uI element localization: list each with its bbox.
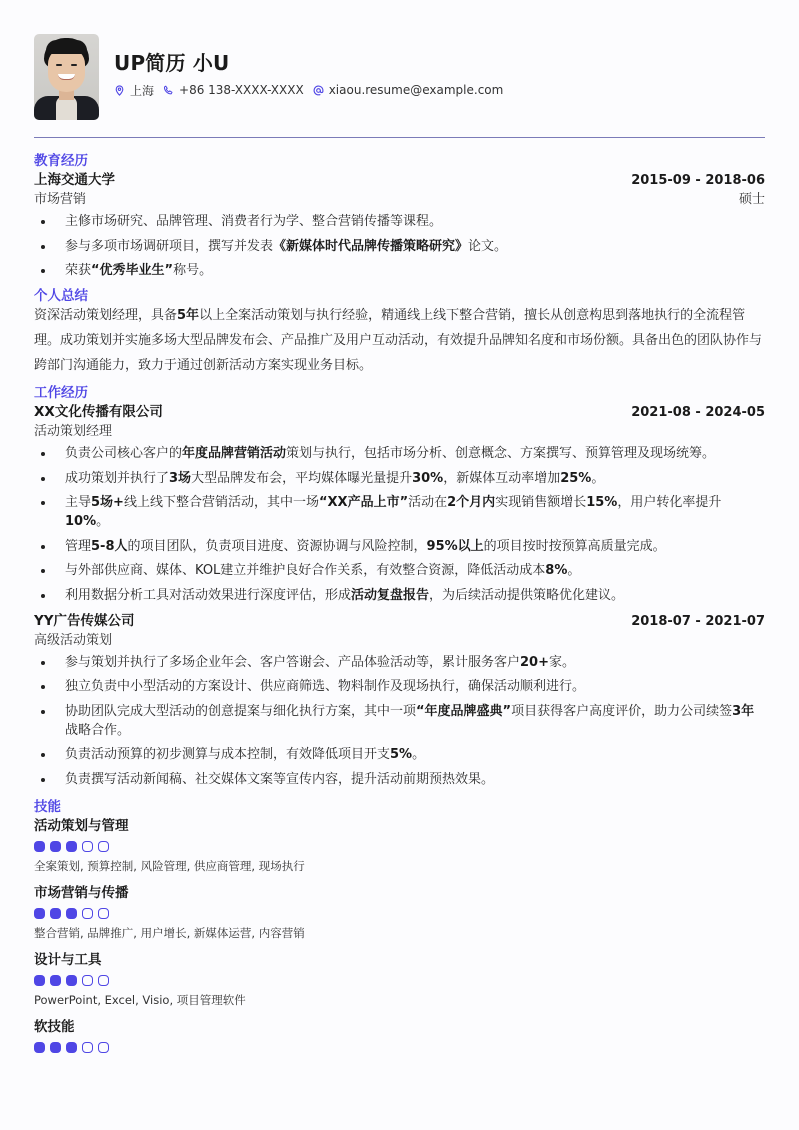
filled-dot-icon (66, 975, 77, 986)
summary-text: 资深活动策划经理，具备5年以上全案活动策划与执行经验，精通线上线下整合营销，擅长从创意构思到落地执行的全流程管理。成功策划并实施多场大型品牌发布会、产品推广及用户互动活动，有效提升品牌知名度和市场份额。具备出色的团队协作与跨部门沟通能力，致力于通过创新活动方案实现业务目标。 (34, 308, 763, 373)
filled-dot-icon (66, 1042, 77, 1053)
job-bullets (34, 653, 765, 789)
job-entry (34, 612, 765, 789)
empty-dot-icon (82, 841, 93, 852)
skill-level-rating (34, 841, 765, 854)
contact-email[interactable] (313, 83, 504, 97)
contact-row (114, 82, 512, 99)
skill-item (34, 1018, 765, 1055)
education-bullets (34, 212, 765, 280)
job-entry (34, 403, 765, 605)
skill-item (34, 884, 765, 942)
work-section (34, 384, 765, 789)
resume-content (34, 152, 765, 1064)
bullet-item: 荣获“优秀毕业生”称号。 (34, 261, 765, 280)
education-header-row (34, 171, 765, 190)
filled-dot-icon (34, 841, 45, 852)
bullet-item: 主导5场+线上线下整合营销活动，其中一场“XX产品上市”活动在2个月内实现销售额增长15%，用户转化率提升10%。 (34, 493, 765, 531)
candidate-name: UP简历 小U (114, 50, 230, 75)
education-section (34, 152, 765, 280)
bullet-item: 负责撰写活动新闻稿、社交媒体文案等宣传内容，提升活动前期预热效果。 (34, 770, 765, 789)
job-bullets (34, 444, 765, 605)
skill-detail: 整合营销, 品牌推广, 用户增长, 新媒体运营, 内容营销 (34, 925, 305, 940)
job-role: 高级活动策划 (34, 632, 113, 648)
skills-list (34, 817, 765, 1055)
bullet-item: 主修市场研究、品牌管理、消费者行为学、整合营销传播等课程。 (34, 212, 765, 231)
section-title-work: 工作经历 (34, 385, 88, 401)
empty-dot-icon (98, 908, 109, 919)
bullet-item: 与外部供应商、媒体、KOL建立并维护良好合作关系，有效整合资源，降低活动成本8%。 (34, 561, 765, 580)
skill-item (34, 817, 765, 875)
bullet-item: 负责公司核心客户的年度品牌营销活动策划与执行，包括市场分析、创意概念、方案撰写、预算管理及现场统筹。 (34, 444, 765, 463)
skill-level-rating (34, 908, 765, 921)
avatar (34, 34, 99, 120)
bullet-item: 独立负责中小型活动的方案设计、供应商筛选、物料制作及现场执行，确保活动顺利进行。 (34, 677, 765, 696)
skill-level-rating (34, 1042, 765, 1055)
empty-dot-icon (82, 975, 93, 986)
filled-dot-icon (34, 908, 45, 919)
filled-dot-icon (66, 908, 77, 919)
section-title-education: 教育经历 (34, 153, 88, 169)
degree: 硕士 (738, 192, 765, 207)
job-header-row (34, 612, 765, 631)
skills-section (34, 798, 765, 1055)
bullet-item: 利用数据分析工具对活动效果进行深度评估，形成活动复盘报告，为后续活动提供策略优化建议。 (34, 586, 765, 605)
section-title-summary: 个人总结 (34, 288, 88, 304)
bullet-item: 管理5-8人的项目团队，负责项目进度、资源协调与风险控制，95%以上的项目按时按预算高质量完成。 (34, 537, 765, 556)
resume-header (34, 34, 512, 120)
bullet-item: 参与多项市场调研项目，撰写并发表《新媒体时代品牌传播策略研究》论文。 (34, 237, 765, 256)
contact-phone[interactable] (163, 83, 304, 97)
filled-dot-icon (50, 908, 61, 919)
phone-icon (163, 85, 174, 96)
school-name: 上海交通大学 (34, 172, 115, 188)
filled-dot-icon (50, 975, 61, 986)
bullet-item: 协助团队完成大型活动的创意提案与细化执行方案，其中一项“年度品牌盛典”项目获得客户高度评价，助力公司续签3年战略合作。 (34, 702, 765, 740)
skill-detail: PowerPoint, Excel, Visio, 项目管理软件 (34, 992, 246, 1007)
education-sub-row (34, 190, 765, 209)
filled-dot-icon (34, 975, 45, 986)
location-pin-icon (114, 85, 125, 96)
skill-name: 设计与工具 (34, 951, 102, 968)
summary-section (34, 287, 765, 378)
phone-text: +86 138-XXXX-XXXX (179, 83, 304, 97)
bullet-item: 负责活动预算的初步测算与成本控制，有效降低项目开支5%。 (34, 745, 765, 764)
email-text: xiaou.resume@example.com (328, 83, 504, 97)
empty-dot-icon (98, 841, 109, 852)
bullet-item: 参与策划并执行了多场企业年会、客户答谢会、产品体验活动等，累计服务客户20+家。 (34, 653, 765, 672)
skill-level-rating (34, 975, 765, 988)
header-info (114, 50, 512, 99)
contact-location (114, 82, 154, 99)
filled-dot-icon (66, 841, 77, 852)
company-name: XX文化传播有限公司 (34, 404, 163, 420)
header-divider (34, 137, 765, 138)
section-title-skills: 技能 (34, 798, 61, 815)
job-role: 活动策划经理 (34, 424, 113, 439)
major: 市场营销 (34, 192, 87, 207)
skill-name: 软技能 (34, 1018, 75, 1035)
empty-dot-icon (98, 1042, 109, 1053)
filled-dot-icon (34, 1042, 45, 1053)
education-dates: 2015-09 - 2018-06 (631, 173, 765, 188)
job-dates: 2018-07 - 2021-07 (631, 613, 765, 629)
bullet-item: 成功策划并执行了3场大型品牌发布会，平均媒体曝光量提升30%，新媒体互动率增加25%。 (34, 469, 765, 488)
empty-dot-icon (82, 1042, 93, 1053)
job-dates: 2021-08 - 2024-05 (631, 405, 765, 420)
empty-dot-icon (98, 975, 109, 986)
skill-name: 市场营销与传播 (34, 884, 129, 901)
skill-detail: 全案策划, 预算控制, 风险管理, 供应商管理, 现场执行 (34, 858, 305, 873)
location-text: 上海 (130, 83, 155, 98)
skill-name: 活动策划与管理 (34, 817, 129, 834)
empty-dot-icon (82, 908, 93, 919)
company-name: YY广告传媒公司 (34, 612, 135, 629)
at-sign-icon (313, 85, 324, 96)
filled-dot-icon (50, 1042, 61, 1053)
job-header-row (34, 403, 765, 422)
skill-item (34, 951, 765, 1009)
filled-dot-icon (50, 841, 61, 852)
